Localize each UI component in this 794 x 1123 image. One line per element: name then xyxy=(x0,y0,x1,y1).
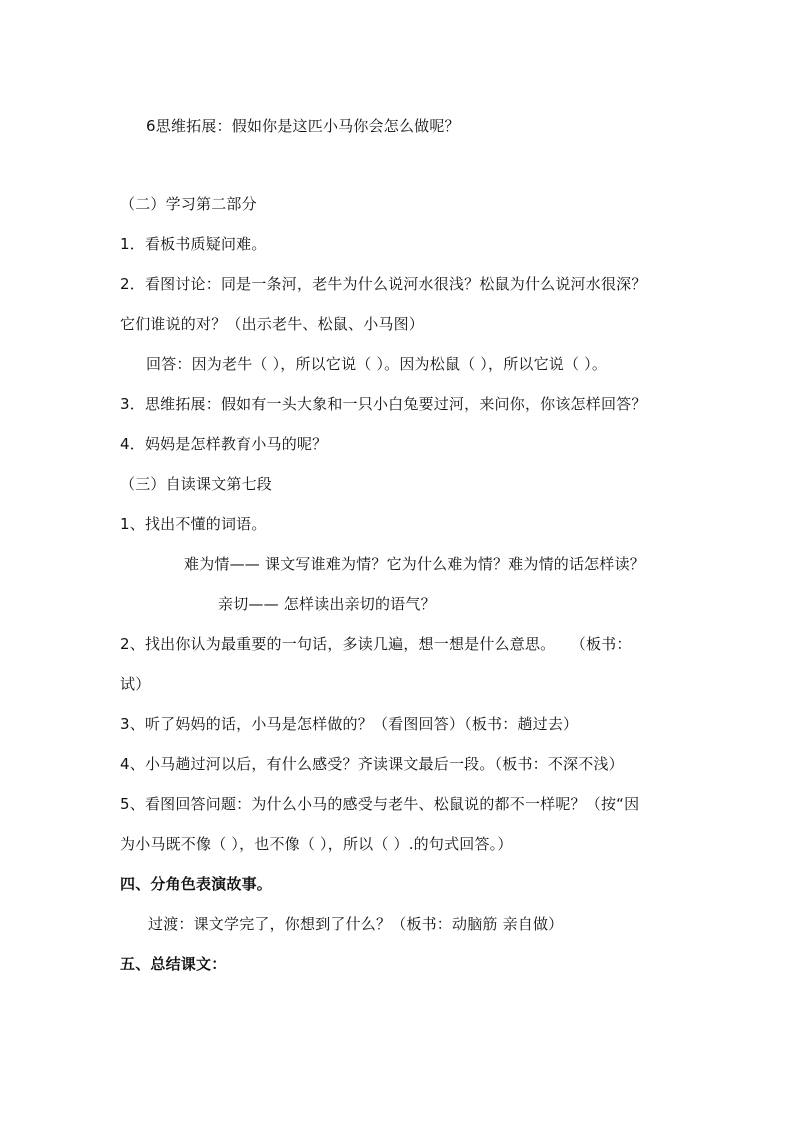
text-line: 2．看图讨论：同是一条河，老牛为什么说河水很浅？松鼠为什么说河水很深？ xyxy=(120,275,647,293)
text-line: 1、找出不懂的词语。 xyxy=(120,515,267,533)
text-line: 3．思维拓展：假如有一头大象和一只小白兔要过河，来问你，你该怎样回答？ xyxy=(120,395,647,413)
section-heading: （二）学习第二部分 xyxy=(120,195,257,213)
text-line: 回答：因为老牛（ ），所以它说（ ）。因为松鼠（ ），所以它说（ ）。 xyxy=(146,355,608,373)
text-line: 亲切—— 怎样读出亲切的语气？ xyxy=(218,595,436,613)
text-line: 3、听了妈妈的话，小马是怎样做的？（看图回答）（板书：趟过去） xyxy=(120,715,579,733)
text-line: 它们谁说的对？（出示老牛、松鼠、小马图） xyxy=(120,315,425,333)
text-line: 4．妈妈是怎样教育小马的呢？ xyxy=(120,435,328,453)
text-line: 过渡：课文学完了，你想到了什么？（板书：动脑筋 亲自做） xyxy=(148,915,564,933)
section-heading: （三）自读课文第七段 xyxy=(120,475,273,493)
text-line: 试） xyxy=(120,675,151,693)
section-heading-bold: 五、总结课文： xyxy=(120,955,227,973)
text-line: 5、看图回答问题：为什么小马的感受与老牛、松鼠说的都不一样呢？（按“因 xyxy=(120,795,640,813)
text-line: 为小马既不像（ ），也不像（ ），所以（ ）.的句式回答。） xyxy=(120,835,513,853)
text-line: 4、小马趟过河以后，有什么感受？齐读课文最后一段。（板书：不深不浅） xyxy=(120,755,624,773)
text-line: 1．看板书质疑问难。 xyxy=(120,235,267,253)
section-heading-bold: 四、分角色表演故事。 xyxy=(120,875,273,893)
text-line: 6思维拓展：假如你是这匹小马你会怎么做呢？ xyxy=(146,117,460,135)
text-line: 2、找出你认为最重要的一句话，多读几遍，想一想是什么意思。 （板书： xyxy=(120,635,632,653)
text-line: 难为情—— 课文写谁难为情？它为什么难为情？难为情的话怎样读？ xyxy=(184,555,645,573)
